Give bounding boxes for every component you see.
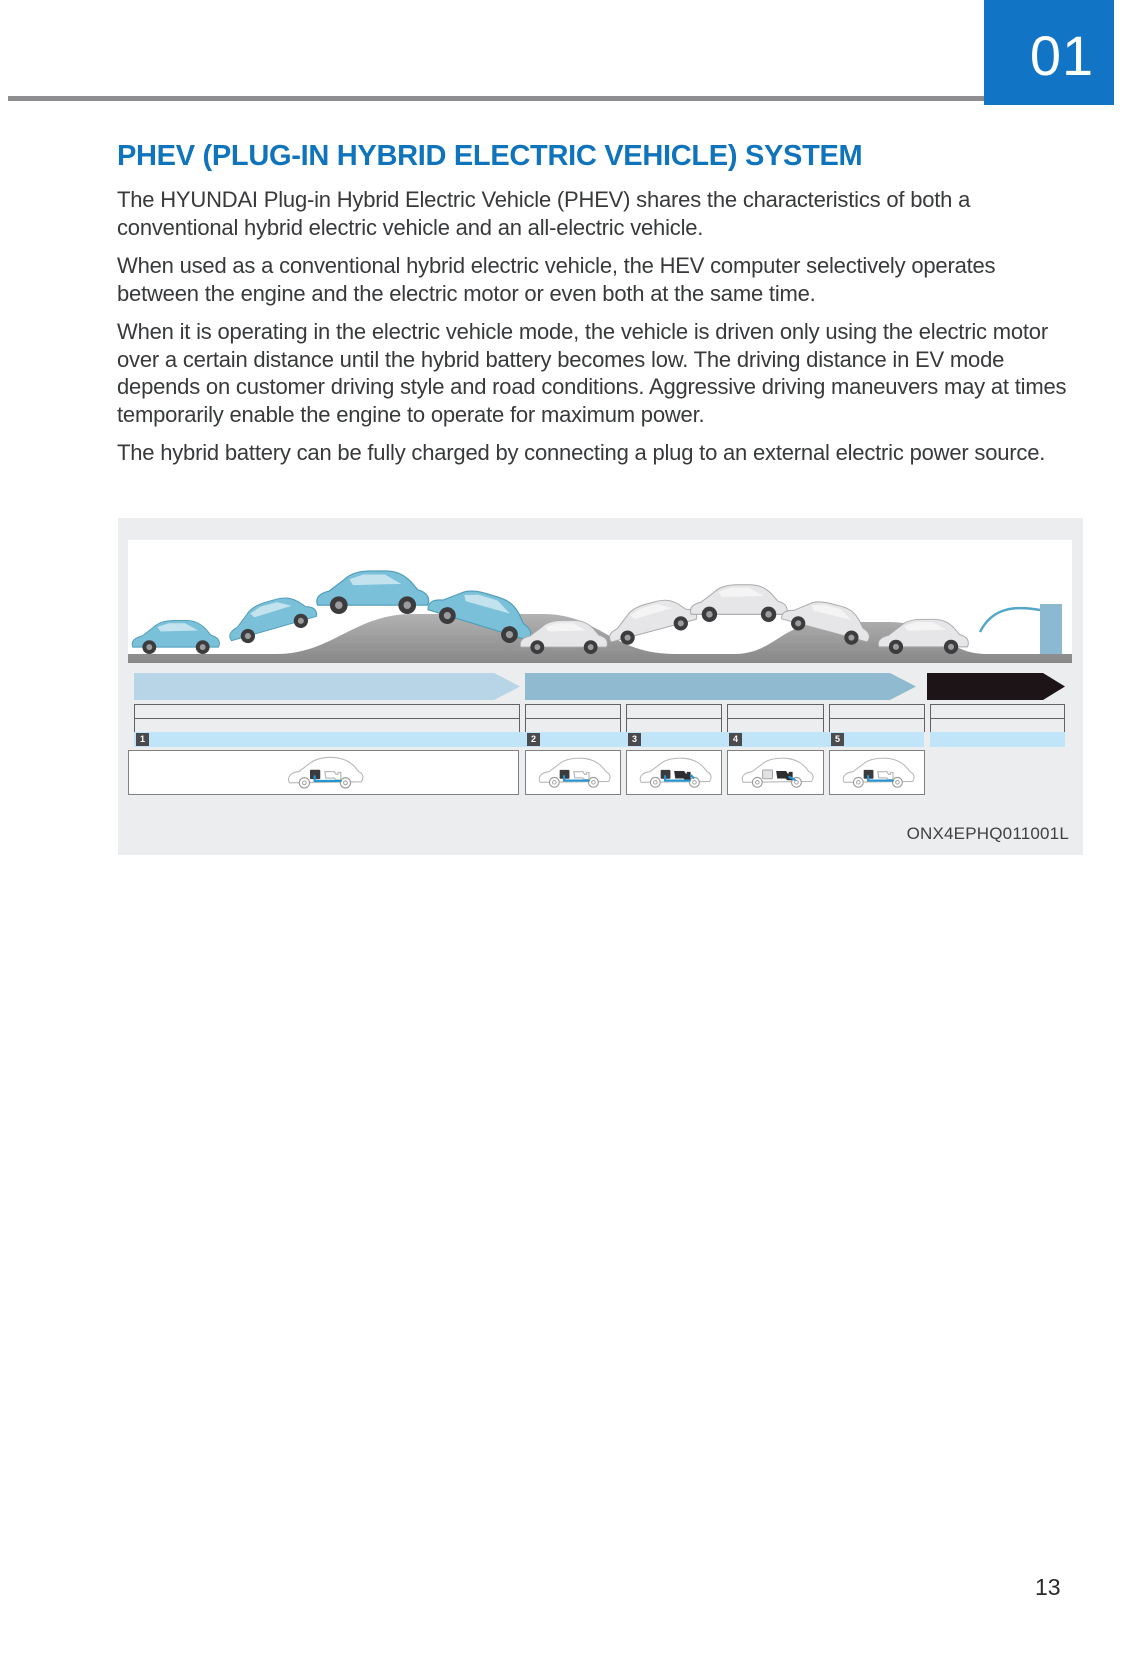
section-bracket-5 xyxy=(829,704,925,732)
hills-cars-graphic xyxy=(128,540,1072,663)
driving-scene-illustration xyxy=(128,540,1072,663)
engine-icon xyxy=(675,771,690,779)
paragraph-charging: The hybrid battery can be fully charged by connecting a plug to an external electric power source. xyxy=(117,440,1046,465)
charging-mode-arrow xyxy=(927,673,1065,700)
stage-number-3: 3 xyxy=(628,733,641,746)
ev-car-3 xyxy=(317,571,429,614)
ev-car-2 xyxy=(223,590,319,648)
chapter-number: 01 xyxy=(1029,24,1095,87)
section-bracket-1 xyxy=(134,704,520,732)
hev-car-2 xyxy=(603,592,699,649)
paragraph-hev-mode: When used as a conventional hybrid electric vehicle, the HEV computer selectively operates between the engine and the electric motor or even both at the same time. xyxy=(117,253,996,306)
charge-cable xyxy=(980,608,1040,632)
ev-car-1 xyxy=(132,620,219,654)
engine-drive-schematic xyxy=(734,753,818,793)
hybrid-drive-schematic xyxy=(632,753,716,793)
header-divider xyxy=(8,96,984,101)
figure-code: ONX4EPHQ011001L xyxy=(906,824,1069,843)
stage-schematic-4 xyxy=(727,750,824,795)
page-title: PHEV (PLUG-IN HYBRID ELECTRIC VEHICLE) SYSTEM xyxy=(117,140,863,172)
paragraph-ev-mode: When it is operating in the electric vehicle mode, the vehicle is driven only using the electric motor over a certain distance until the hybrid battery becomes low. The driving distance in EV mode depends on customer driving style and road conditions. Aggressive driving maneuvers may at times temporarily enable the engine to operate for maximum power. xyxy=(117,319,1067,427)
section-bracket-2 xyxy=(525,704,621,732)
page-number: 13 xyxy=(1035,1574,1061,1600)
stage-band-right xyxy=(930,732,1065,747)
phev-system-figure xyxy=(118,518,1083,855)
paragraph-intro: The HYUNDAI Plug-in Hybrid Electric Vehicle (PHEV) shares the characteristics of both a conventional hybrid electric vehicle and an all-electric vehicle. xyxy=(117,187,971,240)
stage-schematic-1 xyxy=(128,750,519,795)
section-bracket-6 xyxy=(930,704,1065,732)
stage-schematic-2 xyxy=(525,750,621,795)
stage-number-2: 2 xyxy=(527,733,540,746)
hev-mode-arrow xyxy=(525,673,916,700)
stage-schematic-5 xyxy=(829,750,925,795)
stage-number-4: 4 xyxy=(729,733,742,746)
ev-drive-schematic xyxy=(279,752,369,794)
engine-icon xyxy=(776,771,791,779)
body-text xyxy=(117,186,1067,478)
section-bracket-4 xyxy=(727,704,824,732)
ev-mode-arrow xyxy=(134,673,520,700)
ev-drive-schematic xyxy=(531,753,615,793)
battery-icon xyxy=(762,769,772,778)
stage-number-1: 1 xyxy=(136,733,149,746)
stage-number-5: 5 xyxy=(831,733,844,746)
chapter-badge xyxy=(984,0,1114,105)
charging-station xyxy=(1040,604,1062,654)
section-bracket-3 xyxy=(626,704,722,732)
stage-schematic-3 xyxy=(626,750,722,795)
regen-charge-schematic xyxy=(835,753,919,793)
hev-car-3 xyxy=(690,585,787,622)
